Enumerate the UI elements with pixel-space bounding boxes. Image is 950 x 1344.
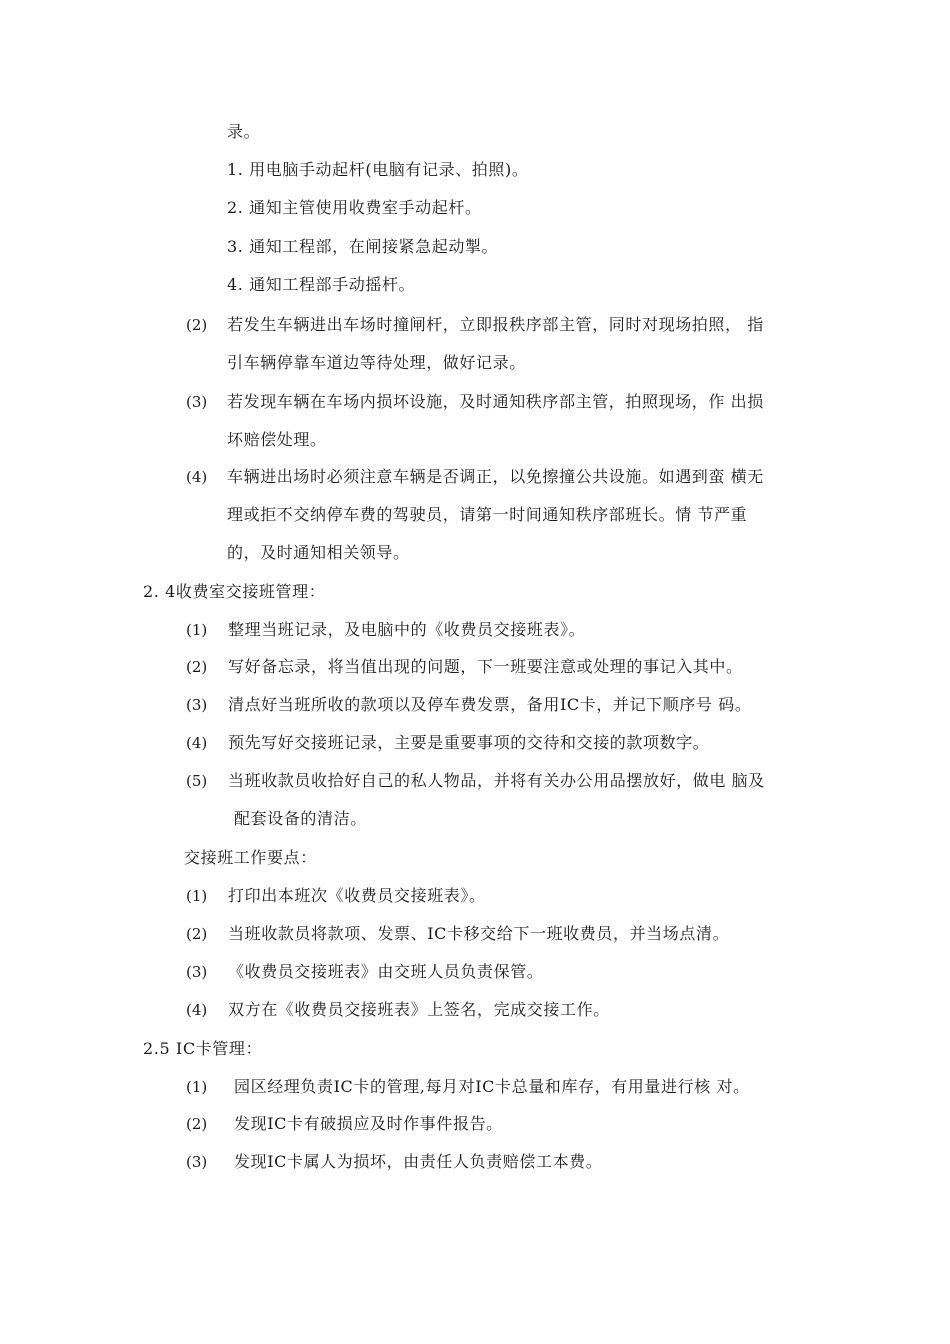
text-line: 整理当班记录，及电脑中的《收费员交接班表》。 xyxy=(228,620,586,639)
text-line: 《收费员交接班表》由交班人员负责保管。 xyxy=(228,962,544,981)
list-marker: (3) xyxy=(186,696,208,714)
list-marker: (4) xyxy=(186,1001,208,1019)
text-line: 1. 用电脑手动起杆(电脑有记录、拍照)。 xyxy=(227,160,529,179)
text-line: 理或拒不交纳停车费的驾驶员，请第一时间通知秩序部班长。情 节严重 xyxy=(227,505,748,524)
list-marker: (1) xyxy=(186,621,208,639)
list-marker: (3) xyxy=(186,393,208,411)
list-marker: (1) xyxy=(186,1078,208,1096)
text-line: 清点好当班所收的款项以及停车费发票，备用IC卡，并记下顺序号 码。 xyxy=(228,695,752,714)
text-line: 当班收款员将款项、发票、IC卡移交给下一班收费员，并当场点清。 xyxy=(228,924,730,943)
list-marker: (4) xyxy=(186,734,208,752)
text-line: 3. 通知工程部，在闸接紧急起动掣。 xyxy=(227,237,499,256)
list-marker: (2) xyxy=(186,925,208,943)
list-marker: (1) xyxy=(186,887,208,905)
list-marker: (2) xyxy=(186,316,208,334)
text-line: 2. 通知主管使用收费室手动起杆。 xyxy=(227,198,482,217)
text-line: 的，及时通知相关领导。 xyxy=(227,543,410,562)
text-line: 打印出本班次《收费员交接班表》。 xyxy=(228,886,486,905)
text-line: 预先写好交接班记录，主要是重要事项的交待和交接的款项数字。 xyxy=(228,733,710,752)
text-line: 引车辆停靠车道边等待处理，做好记录。 xyxy=(227,353,526,372)
list-marker: (3) xyxy=(186,963,208,981)
text-line: 若发生车辆进出车场时撞闸杆，立即报秩序部主管，同时对现场拍照， 指 xyxy=(227,315,764,334)
list-marker: (2) xyxy=(186,1115,208,1133)
text-line: 发现IC卡有破损应及时作事件报告。 xyxy=(234,1114,503,1133)
list-marker: (4) xyxy=(186,468,208,486)
text-line: 配套设备的清洁。 xyxy=(234,809,367,828)
text-line: 若发现车辆在车场内损坏设施，及时通知秩序部主管，拍照现场，作 出损 xyxy=(227,392,764,411)
text-line: 录。 xyxy=(227,122,261,141)
section-heading: 2. 4收费室交接班管理： xyxy=(143,582,326,601)
section-heading: 2.5 IC卡管理： xyxy=(143,1039,263,1058)
text-line: 当班收款员收拾好自己的私人物品，并将有关办公用品摆放好，做电 脑及 xyxy=(228,771,765,790)
text-line: 写好备忘录，将当值出现的问题，下一班要注意或处理的事记入其中。 xyxy=(228,657,743,676)
text-line: 双方在《收费员交接班表》上签名，完成交接工作。 xyxy=(228,1000,610,1019)
text-line: 园区经理负责IC卡的管理,每月对IC卡总量和库存，有用量进行核 对。 xyxy=(234,1077,750,1096)
subheading: 交接班工作要点： xyxy=(184,848,317,867)
list-marker: (2) xyxy=(186,658,208,676)
text-line: 车辆进出场时必须注意车辆是否调正，以免擦撞公共设施。如遇到蛮 横无 xyxy=(227,467,764,486)
list-marker: (3) xyxy=(186,1153,208,1171)
list-marker: (5) xyxy=(186,772,208,790)
text-line: 4. 通知工程部手动摇杆。 xyxy=(227,275,416,294)
text-line: 发现IC卡属人为损坏，由责任人负责赔偿工本费。 xyxy=(234,1152,603,1171)
text-line: 坏赔偿处理。 xyxy=(227,430,327,449)
